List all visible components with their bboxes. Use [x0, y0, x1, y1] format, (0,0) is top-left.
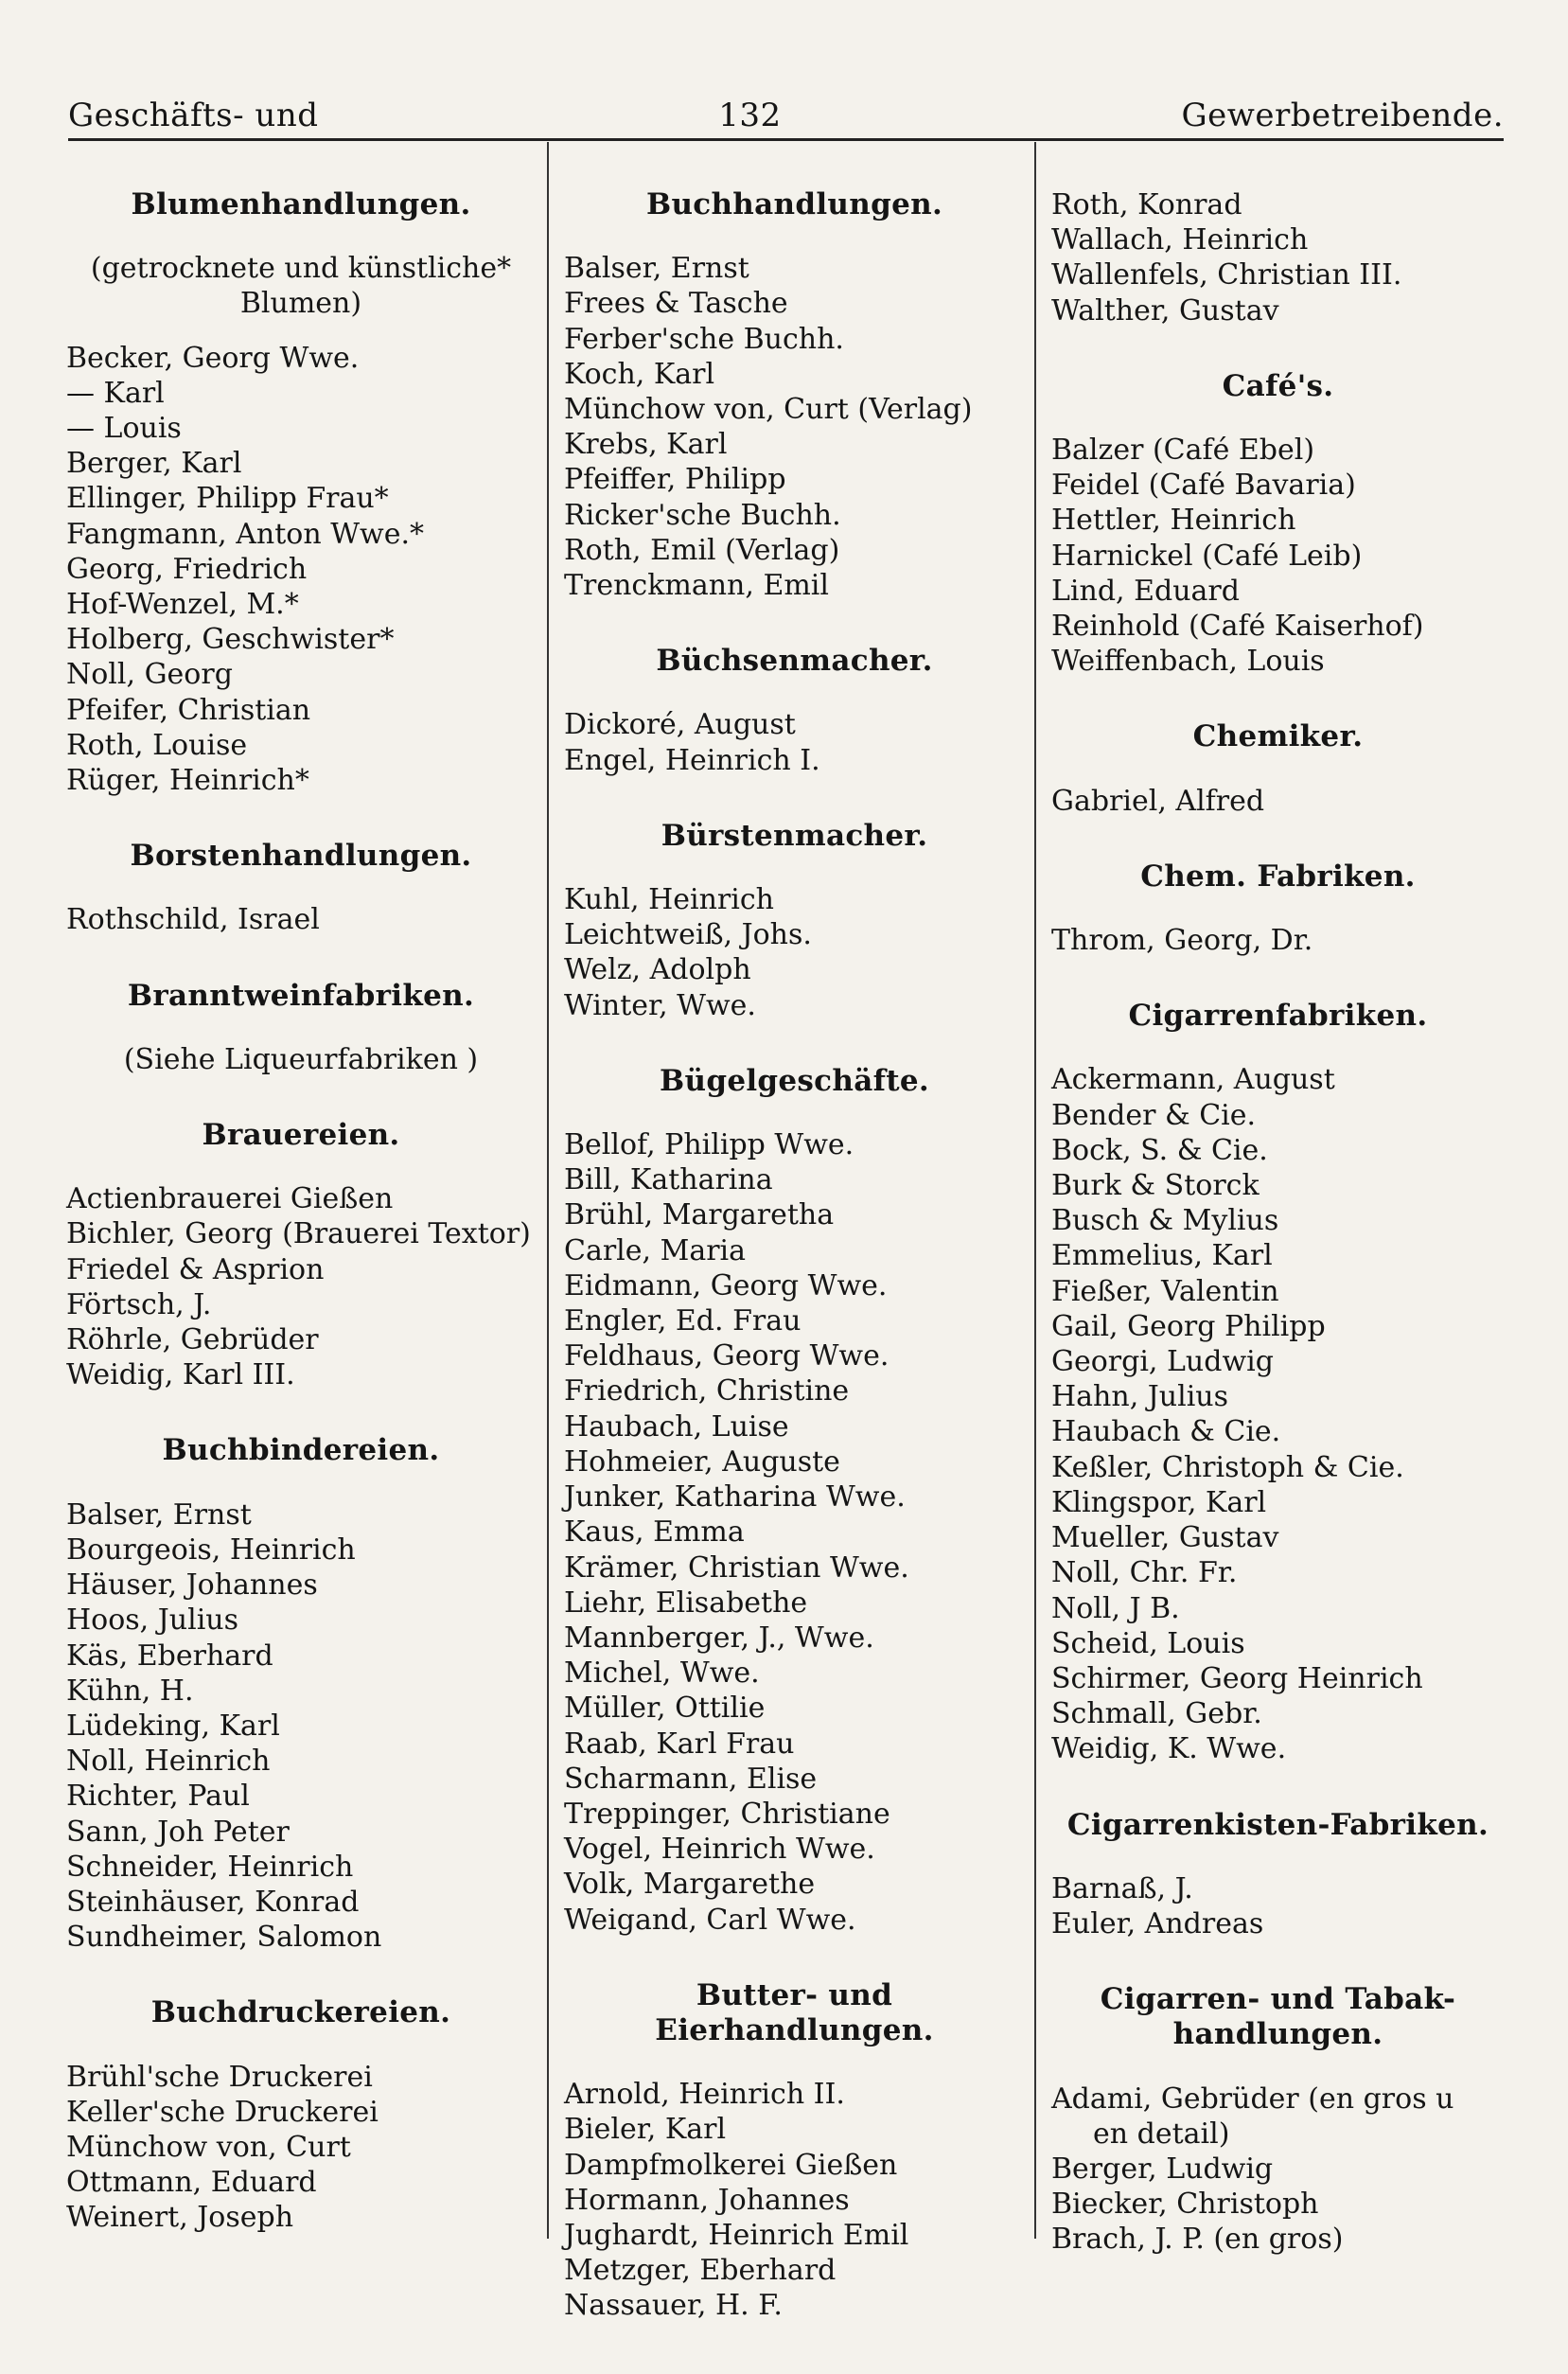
section-heading-line: handlungen. — [1172, 2017, 1383, 2052]
list-item: Raab, Karl Frau — [564, 1727, 795, 1761]
list-item: Volk, Margarethe — [564, 1868, 816, 1902]
list-item: Fießer, Valentin — [1051, 1274, 1279, 1308]
list-item: Dickoré, August — [564, 708, 796, 742]
list-item: Feldhaus, Georg Wwe. — [564, 1339, 890, 1373]
list-item: Gail, Georg Philipp — [1051, 1309, 1326, 1343]
list-item: Münchow von, Curt — [66, 2130, 351, 2164]
list-item: Koch, Karl — [564, 357, 715, 391]
header-rule — [68, 138, 1504, 141]
section-heading: Borstenhandlungen. — [130, 839, 472, 874]
section-buchdruckereien — [66, 1995, 536, 2235]
list-item: Weigand, Carl Wwe. — [564, 1903, 856, 1937]
list-item: Scharmann, Elise — [564, 1762, 818, 1796]
list-item: Adami, Gebrüder (en gros u — [1051, 2082, 1454, 2116]
list-item: Junker, Katharina Wwe. — [564, 1480, 906, 1515]
section-heading — [1051, 1982, 1505, 2052]
header-right: Gewerbetreibende. — [1181, 97, 1504, 134]
list-item: Noll, J B. — [1051, 1591, 1180, 1625]
list-item: Bichler, Georg (Brauerei Textor) — [66, 1217, 531, 1251]
section-heading: Café's. — [1222, 368, 1334, 403]
list-item: Noll, Chr. Fr. — [1051, 1556, 1238, 1590]
list-item: Mueller, Gustav — [1051, 1521, 1279, 1555]
list-item: Michel, Wwe. — [564, 1656, 760, 1691]
section-buchbindereien — [66, 1433, 536, 1955]
list-item: Klingspor, Karl — [1051, 1485, 1267, 1519]
list-item: Roth, Louise — [66, 728, 248, 762]
list-item: Pfeifer, Christian — [66, 693, 311, 727]
list-item: Winter, Wwe. — [564, 988, 756, 1022]
directory-columns — [66, 142, 1505, 2323]
list-item: Noll, Georg — [66, 658, 233, 692]
list-item: Eidmann, Georg Wwe. — [564, 1268, 888, 1302]
list-item: Lüdeking, Karl — [66, 1709, 280, 1743]
section-heading: Cigarrenfabriken. — [1128, 999, 1428, 1034]
list-item: Brühl, Margaretha — [564, 1198, 835, 1232]
list-item: Ottmann, Eduard — [66, 2166, 317, 2200]
section-heading: Chemiker. — [1192, 719, 1364, 754]
list-item: Bieler, Karl — [564, 2113, 727, 2147]
section-cigarren-tabakhandlungen — [1051, 1982, 1505, 2257]
list-item: Barnaß, J. — [1051, 1871, 1193, 1905]
list-item: Trenckmann, Emil — [564, 569, 829, 603]
section-heading: Buchhandlungen. — [645, 187, 943, 221]
list-item: Throm, Georg, Dr. — [1051, 924, 1313, 958]
section-chem-fabriken — [1051, 859, 1505, 958]
section-buegelgeschaefte — [564, 1064, 1025, 1938]
list-item: Förtsch, J. — [66, 1287, 212, 1321]
list-item: Hoos, Julius — [66, 1603, 239, 1638]
list-item: Ackermann, August — [1051, 1063, 1335, 1097]
list-item: Busch & Mylius — [1051, 1204, 1279, 1238]
section-chemiker — [1051, 719, 1505, 818]
list-item: Schneider, Heinrich — [66, 1850, 354, 1884]
list-item: Richter, Paul — [66, 1780, 250, 1814]
section-continued — [1051, 142, 1505, 328]
section-buechsenmacher — [564, 644, 1025, 778]
list-item: Weidig, Karl III. — [66, 1358, 295, 1392]
column-2 — [549, 142, 1036, 2323]
section-buchhandlungen — [564, 187, 1025, 603]
list-item: Häuser, Johannes — [66, 1568, 318, 1603]
section-heading: Cigarrenkisten-Fabriken. — [1066, 1807, 1489, 1842]
list-item: Hahn, Julius — [1051, 1380, 1229, 1414]
list-item: — Louis — [66, 412, 182, 446]
list-item: en detail) — [1093, 2117, 1230, 2151]
list-item: Krämer, Christian Wwe. — [564, 1550, 909, 1585]
page-header — [68, 81, 1504, 134]
list-item: Weinert, Joseph — [66, 2201, 294, 2235]
list-item: Actienbrauerei Gießen — [66, 1182, 394, 1216]
list-item: Keller'sche Druckerei — [66, 2095, 379, 2129]
list-item: Friedrich, Christine — [564, 1374, 850, 1408]
section-heading: Buchbindereien. — [162, 1433, 440, 1468]
section-heading: Brauereien. — [202, 1118, 400, 1153]
list-item: Rüger, Heinrich* — [66, 764, 309, 798]
section-butter-eierhandlungen — [564, 1978, 1025, 2324]
list-item: Welz, Adolph — [564, 953, 751, 987]
list-item: Noll, Heinrich — [66, 1745, 271, 1779]
list-item: Wallach, Heinrich — [1051, 223, 1309, 257]
section-heading: Chem. Fabriken. — [1140, 859, 1416, 894]
list-item: Käs, Eberhard — [66, 1639, 273, 1673]
list-item: Bourgeois, Heinrich — [66, 1532, 356, 1567]
section-buerstenmacher — [564, 819, 1025, 1023]
list-item: Kuhl, Heinrich — [564, 883, 774, 917]
list-item: Keßler, Christoph & Cie. — [1051, 1450, 1404, 1484]
section-heading: Bürstenmacher. — [661, 818, 928, 853]
column-3 — [1036, 142, 1505, 2257]
list-item: Nassauer, H. F. — [564, 2289, 783, 2323]
list-item: Berger, Karl — [66, 447, 242, 481]
list-item: Hettler, Heinrich — [1051, 504, 1296, 538]
list-item: Walther, Gustav — [1051, 293, 1279, 328]
list-item: Hof-Wenzel, M.* — [66, 588, 299, 622]
list-item: Bock, S. & Cie. — [1051, 1133, 1268, 1167]
list-item: Holberg, Geschwister* — [66, 623, 395, 657]
list-item: Bill, Katharina — [564, 1163, 773, 1197]
section-heading: Buchdruckereien. — [150, 1995, 451, 2030]
list-item: Weiffenbach, Louis — [1051, 645, 1325, 679]
section-cigarrenkisten-fabriken — [1051, 1808, 1505, 1942]
list-item: Euler, Andreas — [1051, 1906, 1264, 1940]
list-item: Hormann, Johannes — [564, 2183, 850, 2217]
list-item: Steinhäuser, Konrad — [66, 1885, 360, 1919]
list-item: Engler, Ed. Frau — [564, 1304, 802, 1338]
list-item: Ricker'sche Buchh. — [564, 498, 841, 532]
list-item: Haubach, Luise — [564, 1409, 789, 1444]
list-item: Roth, Emil (Verlag) — [564, 533, 840, 567]
list-item: Feidel (Café Bavaria) — [1051, 469, 1356, 503]
list-item: Harnickel (Café Leib) — [1051, 539, 1363, 573]
list-item: Ellinger, Philipp Frau* — [66, 482, 389, 516]
section-heading: Butter- und Eierhandlungen. — [655, 1977, 934, 2047]
section-heading: Bügelgeschäfte. — [660, 1063, 929, 1098]
list-item: Treppinger, Christiane — [564, 1797, 890, 1831]
list-item: Mannberger, J., Wwe. — [564, 1621, 874, 1655]
header-left: Geschäfts- und — [68, 97, 319, 134]
list-item: Friedel & Asprion — [66, 1252, 325, 1286]
list-item: Brach, J. P. (en gros) — [1051, 2223, 1344, 2257]
list-item: Pfeiffer, Philipp — [564, 463, 786, 497]
list-item: Vogel, Heinrich Wwe. — [564, 1833, 875, 1867]
list-item: Scheid, Louis — [1051, 1626, 1245, 1660]
list-item: Emmelius, Karl — [1051, 1239, 1273, 1273]
list-item: Georgi, Ludwig — [1051, 1345, 1274, 1379]
section-note: (Siehe Liqueurfabriken ) — [123, 1042, 479, 1076]
list-item: Schirmer, Georg Heinrich — [1051, 1661, 1423, 1695]
page-number: 132 — [718, 97, 782, 134]
section-borstenhandlungen — [66, 839, 536, 937]
list-item: Engel, Heinrich I. — [564, 743, 820, 777]
list-item: Leichtweiß, Johs. — [564, 918, 812, 952]
list-item: Frees & Tasche — [564, 287, 788, 321]
list-item: Weidig, K. Wwe. — [1051, 1732, 1287, 1766]
section-cafes — [1051, 369, 1505, 680]
list-item: Münchow von, Curt (Verlag) — [564, 393, 973, 427]
list-item: Haubach & Cie. — [1051, 1415, 1281, 1449]
list-item: Jughardt, Heinrich Emil — [564, 2218, 909, 2252]
list-item: Sundheimer, Salomon — [66, 1921, 382, 1955]
list-item: Fangmann, Anton Wwe.* — [66, 517, 425, 551]
list-item: Krebs, Karl — [564, 428, 728, 462]
list-item: Georg, Friedrich — [66, 552, 308, 586]
list-item: Kaus, Emma — [564, 1515, 745, 1550]
list-item: Liehr, Elisabethe — [564, 1586, 808, 1620]
list-item: Bellof, Philipp Wwe. — [564, 1128, 854, 1162]
list-item: Rothschild, Israel — [66, 903, 320, 937]
list-item: Arnold, Heinrich II. — [564, 2078, 845, 2112]
list-item: Brühl'sche Druckerei — [66, 2060, 373, 2094]
list-item: Carle, Maria — [564, 1233, 747, 1267]
section-brauereien — [66, 1118, 536, 1392]
section-cigarrenfabriken — [1051, 999, 1505, 1766]
list-item: — Karl — [66, 376, 165, 410]
list-item: Roth, Konrad — [1051, 188, 1242, 221]
list-item: Burk & Storck — [1051, 1169, 1260, 1203]
list-item: Balser, Ernst — [564, 252, 749, 286]
list-item: Hohmeier, Auguste — [564, 1444, 840, 1479]
list-item: Sann, Joh Peter — [66, 1815, 290, 1849]
list-item: Ferber'sche Buchh. — [564, 322, 844, 356]
list-item: Metzger, Eberhard — [564, 2254, 837, 2288]
list-item: Balzer (Café Ebel) — [1051, 434, 1315, 468]
section-heading-line: Cigarren- und Tabak- — [1100, 1982, 1456, 2017]
section-heading: Blumenhandlungen. — [131, 187, 471, 221]
list-item: Bender & Cie. — [1051, 1098, 1257, 1132]
list-item: Balser, Ernst — [66, 1497, 252, 1532]
section-heading: Büchsenmacher. — [656, 644, 933, 679]
list-item: Schmall, Gebr. — [1051, 1697, 1262, 1731]
list-item: Wallenfels, Christian III. — [1051, 258, 1402, 292]
section-blumenhandlungen — [66, 187, 536, 798]
column-1 — [66, 142, 549, 2239]
list-item: Berger, Ludwig — [1051, 2152, 1274, 2186]
list-item: Lind, Eduard — [1051, 574, 1240, 608]
list-item: Gabriel, Alfred — [1051, 784, 1265, 818]
section-heading: Branntweinfabriken. — [127, 978, 475, 1013]
list-item: Reinhold (Café Kaiserhof) — [1051, 610, 1424, 644]
list-item: Röhrle, Gebrüder — [66, 1323, 319, 1357]
list-item: Kühn, H. — [66, 1674, 194, 1708]
section-branntweinfabriken — [66, 979, 536, 1077]
list-item: Dampfmolkerei Gießen — [564, 2148, 898, 2182]
list-item: Müller, Ottilie — [564, 1692, 766, 1726]
section-note: (getrocknete und künstliche* Blumen) — [90, 252, 512, 321]
list-item: Becker, Georg Wwe. — [66, 341, 360, 375]
list-item: Biecker, Christoph — [1051, 2188, 1319, 2222]
